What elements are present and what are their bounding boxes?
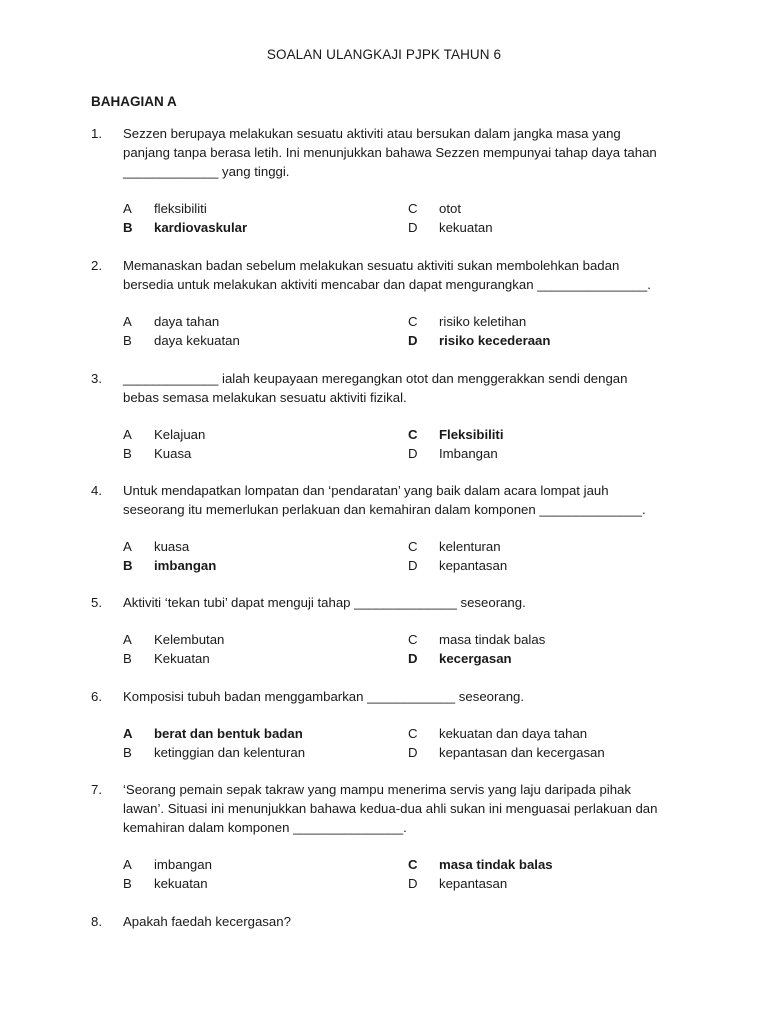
option-text: kelenturan [439, 539, 501, 554]
option-letter: C [408, 201, 418, 216]
option-letter: D [408, 446, 418, 461]
option-letter: D [408, 876, 418, 891]
option-letter: B [123, 745, 132, 760]
question-number: 4. [91, 483, 102, 498]
option-text: berat dan bentuk badan [154, 726, 303, 741]
question-stem: Memanaskan badan sebelum melakukan sesuatu aktiviti sukan membolehkan badan bersedia untuk melakukan aktiviti mencabar dan dapat mengurangkan _______________. [123, 258, 651, 292]
question-number: 7. [91, 782, 102, 797]
option-letter: D [408, 220, 418, 235]
option-text: masa tindak balas [439, 632, 546, 647]
question-3 [91, 369, 691, 463]
option-text: masa tindak balas [439, 857, 553, 872]
question-number: 6. [91, 689, 102, 704]
question-2 [91, 256, 691, 350]
option-letter: B [123, 333, 132, 348]
option-letter: C [408, 632, 418, 647]
option-text: kepantasan dan kecergasan [439, 745, 605, 760]
question-stem: ‘Seorang pemain sepak takraw yang mampu menerima servis yang laju daripada pihak lawan’. Situasi ini menunjukkan bahawa kedua-dua ahli sukan ini menguasai perlakuan dan kemahiran dalam komponen _______________. [123, 782, 658, 835]
option-text: imbangan [154, 857, 212, 872]
option-text: Kelembutan [154, 632, 225, 647]
option-letter: A [123, 857, 132, 872]
question-7 [91, 780, 691, 893]
option-letter: C [408, 427, 418, 442]
option-letter: D [408, 745, 418, 760]
option-text: kekuatan [439, 220, 493, 235]
options-grid [123, 724, 663, 762]
question-6 [91, 687, 691, 762]
option-letter: D [408, 558, 418, 573]
option-text: kepantasan [439, 558, 508, 573]
option-text: ketinggian dan kelenturan [154, 745, 306, 760]
section-heading: BAHAGIAN A [91, 94, 177, 109]
option-text: kepantasan [439, 876, 508, 891]
options-grid [123, 199, 663, 237]
question-5 [91, 593, 691, 668]
option-text: kekuatan dan daya tahan [439, 726, 588, 741]
option-text: Kelajuan [154, 427, 206, 442]
question-number: 5. [91, 595, 102, 610]
options-grid [123, 425, 663, 463]
option-letter: A [123, 201, 132, 216]
option-text: otot [439, 201, 461, 216]
question-4 [91, 481, 691, 575]
option-text: risiko kecederaan [439, 333, 551, 348]
option-text: kekuatan [154, 876, 208, 891]
options-grid [123, 855, 663, 893]
option-letter: C [408, 857, 418, 872]
option-letter: C [408, 314, 418, 329]
option-text: kardiovaskular [154, 220, 248, 235]
question-number: 2. [91, 258, 102, 273]
option-text: imbangan [154, 558, 217, 573]
question-stem: Sezzen berupaya melakukan sesuatu aktiviti atau bersukan dalam jangka masa yang panjang tanpa berasa letih. Ini menunjukkan bahawa Sezzen mempunyai tahap daya tahan _____________ yang tinggi. [123, 126, 657, 179]
option-letter: A [123, 632, 132, 647]
option-text: Imbangan [439, 446, 498, 461]
option-text: kecergasan [439, 651, 512, 666]
option-letter: A [123, 539, 132, 554]
document-title: SOALAN ULANGKAJI PJPK TAHUN 6 [266, 47, 502, 62]
question-stem: Apakah faedah kecergasan? [123, 914, 291, 929]
option-letter: A [123, 427, 132, 442]
option-letter: A [123, 726, 133, 741]
options-grid [123, 630, 663, 668]
option-letter: A [123, 314, 132, 329]
option-letter: D [408, 333, 418, 348]
option-text: fleksibiliti [154, 201, 207, 216]
question-number: 3. [91, 371, 102, 386]
option-text: daya tahan [154, 314, 220, 329]
options-grid [123, 537, 663, 575]
option-letter: B [123, 876, 132, 891]
question-stem: _____________ ialah keupayaan meregangkan otot dan menggerakkan sendi dengan bebas semasa melakukan sesuatu aktiviti fizikal. [123, 371, 628, 405]
option-letter: B [123, 446, 132, 461]
option-letter: C [408, 539, 418, 554]
option-letter: B [123, 558, 133, 573]
question-stem: Untuk mendapatkan lompatan dan ‘pendaratan’ yang baik dalam acara lompat jauh seseorang itu memerlukan perlakuan dan kemahiran dalam komponen ______________. [123, 483, 646, 517]
options-grid [123, 312, 663, 350]
question-stem: Aktiviti ‘tekan tubi’ dapat menguji tahap ______________ seseorang. [123, 595, 526, 610]
question-number: 8. [91, 914, 102, 929]
option-letter: D [408, 651, 418, 666]
option-text: Kekuatan [154, 651, 210, 666]
question-1 [91, 124, 691, 237]
question-8 [91, 912, 691, 931]
option-text: daya kekuatan [154, 333, 240, 348]
option-text: Fleksibiliti [439, 427, 504, 442]
question-stem: Komposisi tubuh badan menggambarkan ____________ seseorang. [123, 689, 525, 704]
option-letter: B [123, 651, 132, 666]
question-number: 1. [91, 126, 102, 141]
option-letter: C [408, 726, 418, 741]
option-text: Kuasa [154, 446, 192, 461]
option-text: risiko keletihan [439, 314, 527, 329]
option-letter: B [123, 220, 133, 235]
option-text: kuasa [154, 539, 190, 554]
